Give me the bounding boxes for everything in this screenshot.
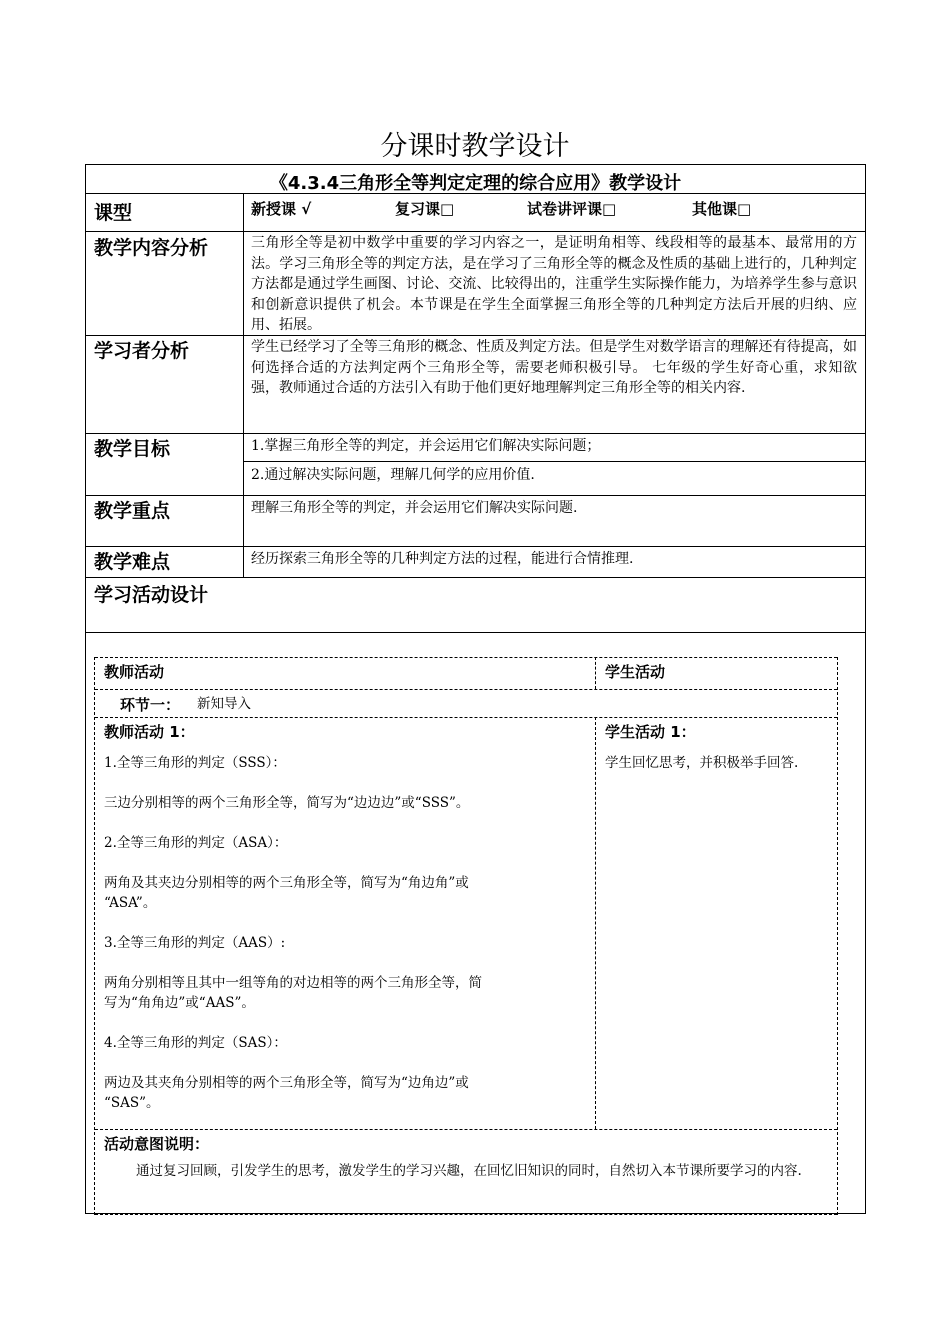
learner-analysis-text: 学生已经学习了全等三角形的概念、性质及判定方法。但是学生对数学语言的理解还有待提高，如何选择合适的方法判定两个三角形全等，需要老师积极引导。 七年级的学生好奇心重，求知欲强，教师通过合适的方法引入有助于他们更好地理解判定三角形全等的相关内容. (251, 339, 857, 396)
option-new-lesson: 新授课 √ (251, 200, 312, 218)
teacher-line: 两边及其夹角分别相等的两个三角形全等，简写为“边角边”或 (104, 1075, 469, 1091)
difficulties-label: 教学难点 (94, 551, 171, 573)
goal-item: 2.通过解决实际问题，理解几何学的应用价值. (251, 467, 535, 483)
teacher-activity-header: 教师活动 (104, 663, 165, 681)
content-analysis-text: 三角形全等是初中数学中重要的学习内容之一，是证明角相等、线段相等的最基本、最常用的方法。学习三角形全等的判定方法，是在学习了三角形全等的概念及性质的基础上进行的，几种判定方法都是通过学生画图、讨论、交流、比较得出的，注重学生实际操作能力，为培养学生参与意识和创新意识提供了机会。本节课是在学生全面掌握三角形全等的几种判定方法后开展的归纳、应用、拓展。 (251, 235, 857, 333)
teacher-line: 三边分别相等的两个三角形全等，简写为“边边边”或“SSS”。 (104, 795, 470, 811)
option-exam-review-lesson: 试卷讲评课□ (527, 200, 617, 218)
option-review-lesson: 复习课□ (395, 200, 455, 218)
teacher-line: 两角及其夹边分别相等的两个三角形全等，简写为“角边角”或 (104, 875, 469, 891)
activity-design-label: 学习活动设计 (94, 584, 209, 606)
key-points-text: 理解三角形全等的判定，并会运用它们解决实际问题. (251, 500, 578, 516)
difficulties-text: 经历探索三角形全等的几种判定方法的过程，能进行合情推理. (251, 551, 634, 567)
goals-label: 教学目标 (94, 438, 171, 460)
lesson-design-table (85, 164, 866, 1214)
goal-item: 1.掌握三角形全等的判定，并会运用它们解决实际问题； (251, 438, 601, 454)
section-title: 新知导入 (197, 696, 251, 712)
section-label: 环节一： (120, 696, 181, 714)
student-activity-text: 学生回忆思考，并积极举手回答. (605, 755, 799, 771)
page-title: 分课时教学设计 (380, 131, 570, 162)
content-analysis-label: 教学内容分析 (94, 237, 209, 259)
teacher-line: 3.全等三角形的判定（AAS）: (104, 935, 286, 951)
option-other-lesson: 其他课□ (692, 200, 752, 218)
difficulties-row (86, 546, 865, 578)
course-type-row (86, 193, 865, 232)
activity-table (94, 657, 838, 1215)
lesson-title: 《4.3.4三角形全等判定定理的综合应用》教学设计 (269, 173, 682, 194)
intent-title: 活动意图说明： (104, 1135, 210, 1153)
course-type-label: 课型 (94, 202, 133, 224)
student-activity-title: 学生活动 1： (605, 723, 696, 741)
teacher-line: 两角分别相等且其中一组等角的对边相等的两个三角形全等，简 (104, 975, 482, 991)
learner-analysis-label: 学习者分析 (94, 340, 190, 362)
teacher-line: “ASA”。 (104, 895, 157, 911)
content-analysis-row (86, 231, 865, 336)
teacher-line: 4.全等三角形的判定（SAS）： (104, 1035, 287, 1051)
key-points-label: 教学重点 (94, 500, 171, 522)
intent-text: 通过复习回顾，引发学生的思考，激发学生的学习兴趣，在回忆旧知识的同时，自然切入本节课所要学习的内容. (136, 1163, 802, 1179)
teacher-line: 2.全等三角形的判定（ASA）： (104, 835, 288, 851)
student-activity-header: 学生活动 (605, 663, 666, 681)
lesson-title-row (86, 165, 865, 193)
key-points-row (86, 495, 865, 547)
learner-analysis-row (86, 335, 865, 434)
teacher-activity-title: 教师活动 1： (104, 723, 195, 741)
activity-design-row (86, 577, 865, 633)
goals-row (86, 433, 865, 496)
teacher-line: 写为“角角边”或“AAS”。 (104, 995, 255, 1011)
teacher-line: “SAS”。 (104, 1095, 160, 1111)
teacher-line: 1.全等三角形的判定（SSS）： (104, 755, 286, 771)
